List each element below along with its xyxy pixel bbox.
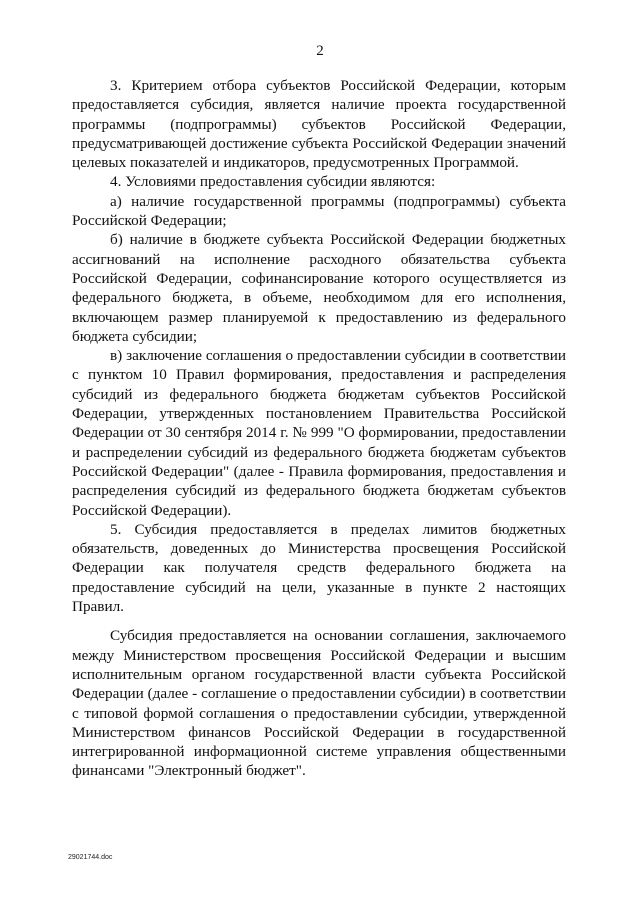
page-number: 2 [316,43,324,59]
paragraph-condition-a: а) наличие государственной программы (подпрограммы) субъекта Российской Федерации; [72,192,566,230]
document-body [72,76,566,781]
paragraph-conditions-heading: 4. Условиями предоставления субсидии являются: [110,173,436,191]
paragraph-limits: 5. Субсидия предоставляется в пределах лимитов бюджетных обязательств, доведенных до Министерства просвещения Российской Федерации как получателя средств федерального бюджета на предоставление субсидий на цели, указанные в пункте 2 настоящих Правил. [72,520,566,616]
paragraph-condition-b: б) наличие в бюджете субъекта Российской Федерации бюджетных ассигнований на исполнение расходного обязательства субъекта Российской Федерации, софинансирование которого осуществляется из федерального бюджета, в объеме, необходимом для его исполнения, включающем размер планируемой к предоставлению из федерального бюджета субсидии; [72,231,566,345]
paragraph-agreement: Субсидия предоставляется на основании соглашения, заключаемого между Министерством просвещения Российской Федерации и высшим исполнительным органом государственной власти субъекта Российской Федерации (далее - соглашение о предоставлении субсидии) в соответствии с типовой формой соглашения о предоставлении субсидии, утвержденной Министерством финансов Российской Федерации в государственной интегрированной информационной системе управления общественными финансами "Электронный бюджет". [72,627,566,780]
paragraph-condition-v: в) заключение соглашения о предоставлении субсидии в соответствии с пунктом 10 Правил формирования, предоставления и распределения субсидий из федерального бюджета бюджетам субъектов Российской Федерации, утвержденных постановлением Правительства Российской Федерации от 30 сентября 2014 г. № 999 "О формировании, предоставлении и распределении субсидий из федерального бюджета бюджетам субъектов Российской Федерации" (далее - Правила формирования, предоставления и распределения субсидий из федерального бюджета бюджетам субъектов Российской Федерации). [72,347,566,519]
file-code: 29021744.doc [68,854,113,861]
paragraph-criterion: 3. Критерием отбора субъектов Российской Федерации, которым предоставляется субсидия, является наличие проекта государственной программы (подпрограммы) субъектов Российской Федерации, предусматривающей достижение субъекта Российской Федерации значений целевых показателей и индикаторов, предусмотренных Программой. [72,77,566,172]
